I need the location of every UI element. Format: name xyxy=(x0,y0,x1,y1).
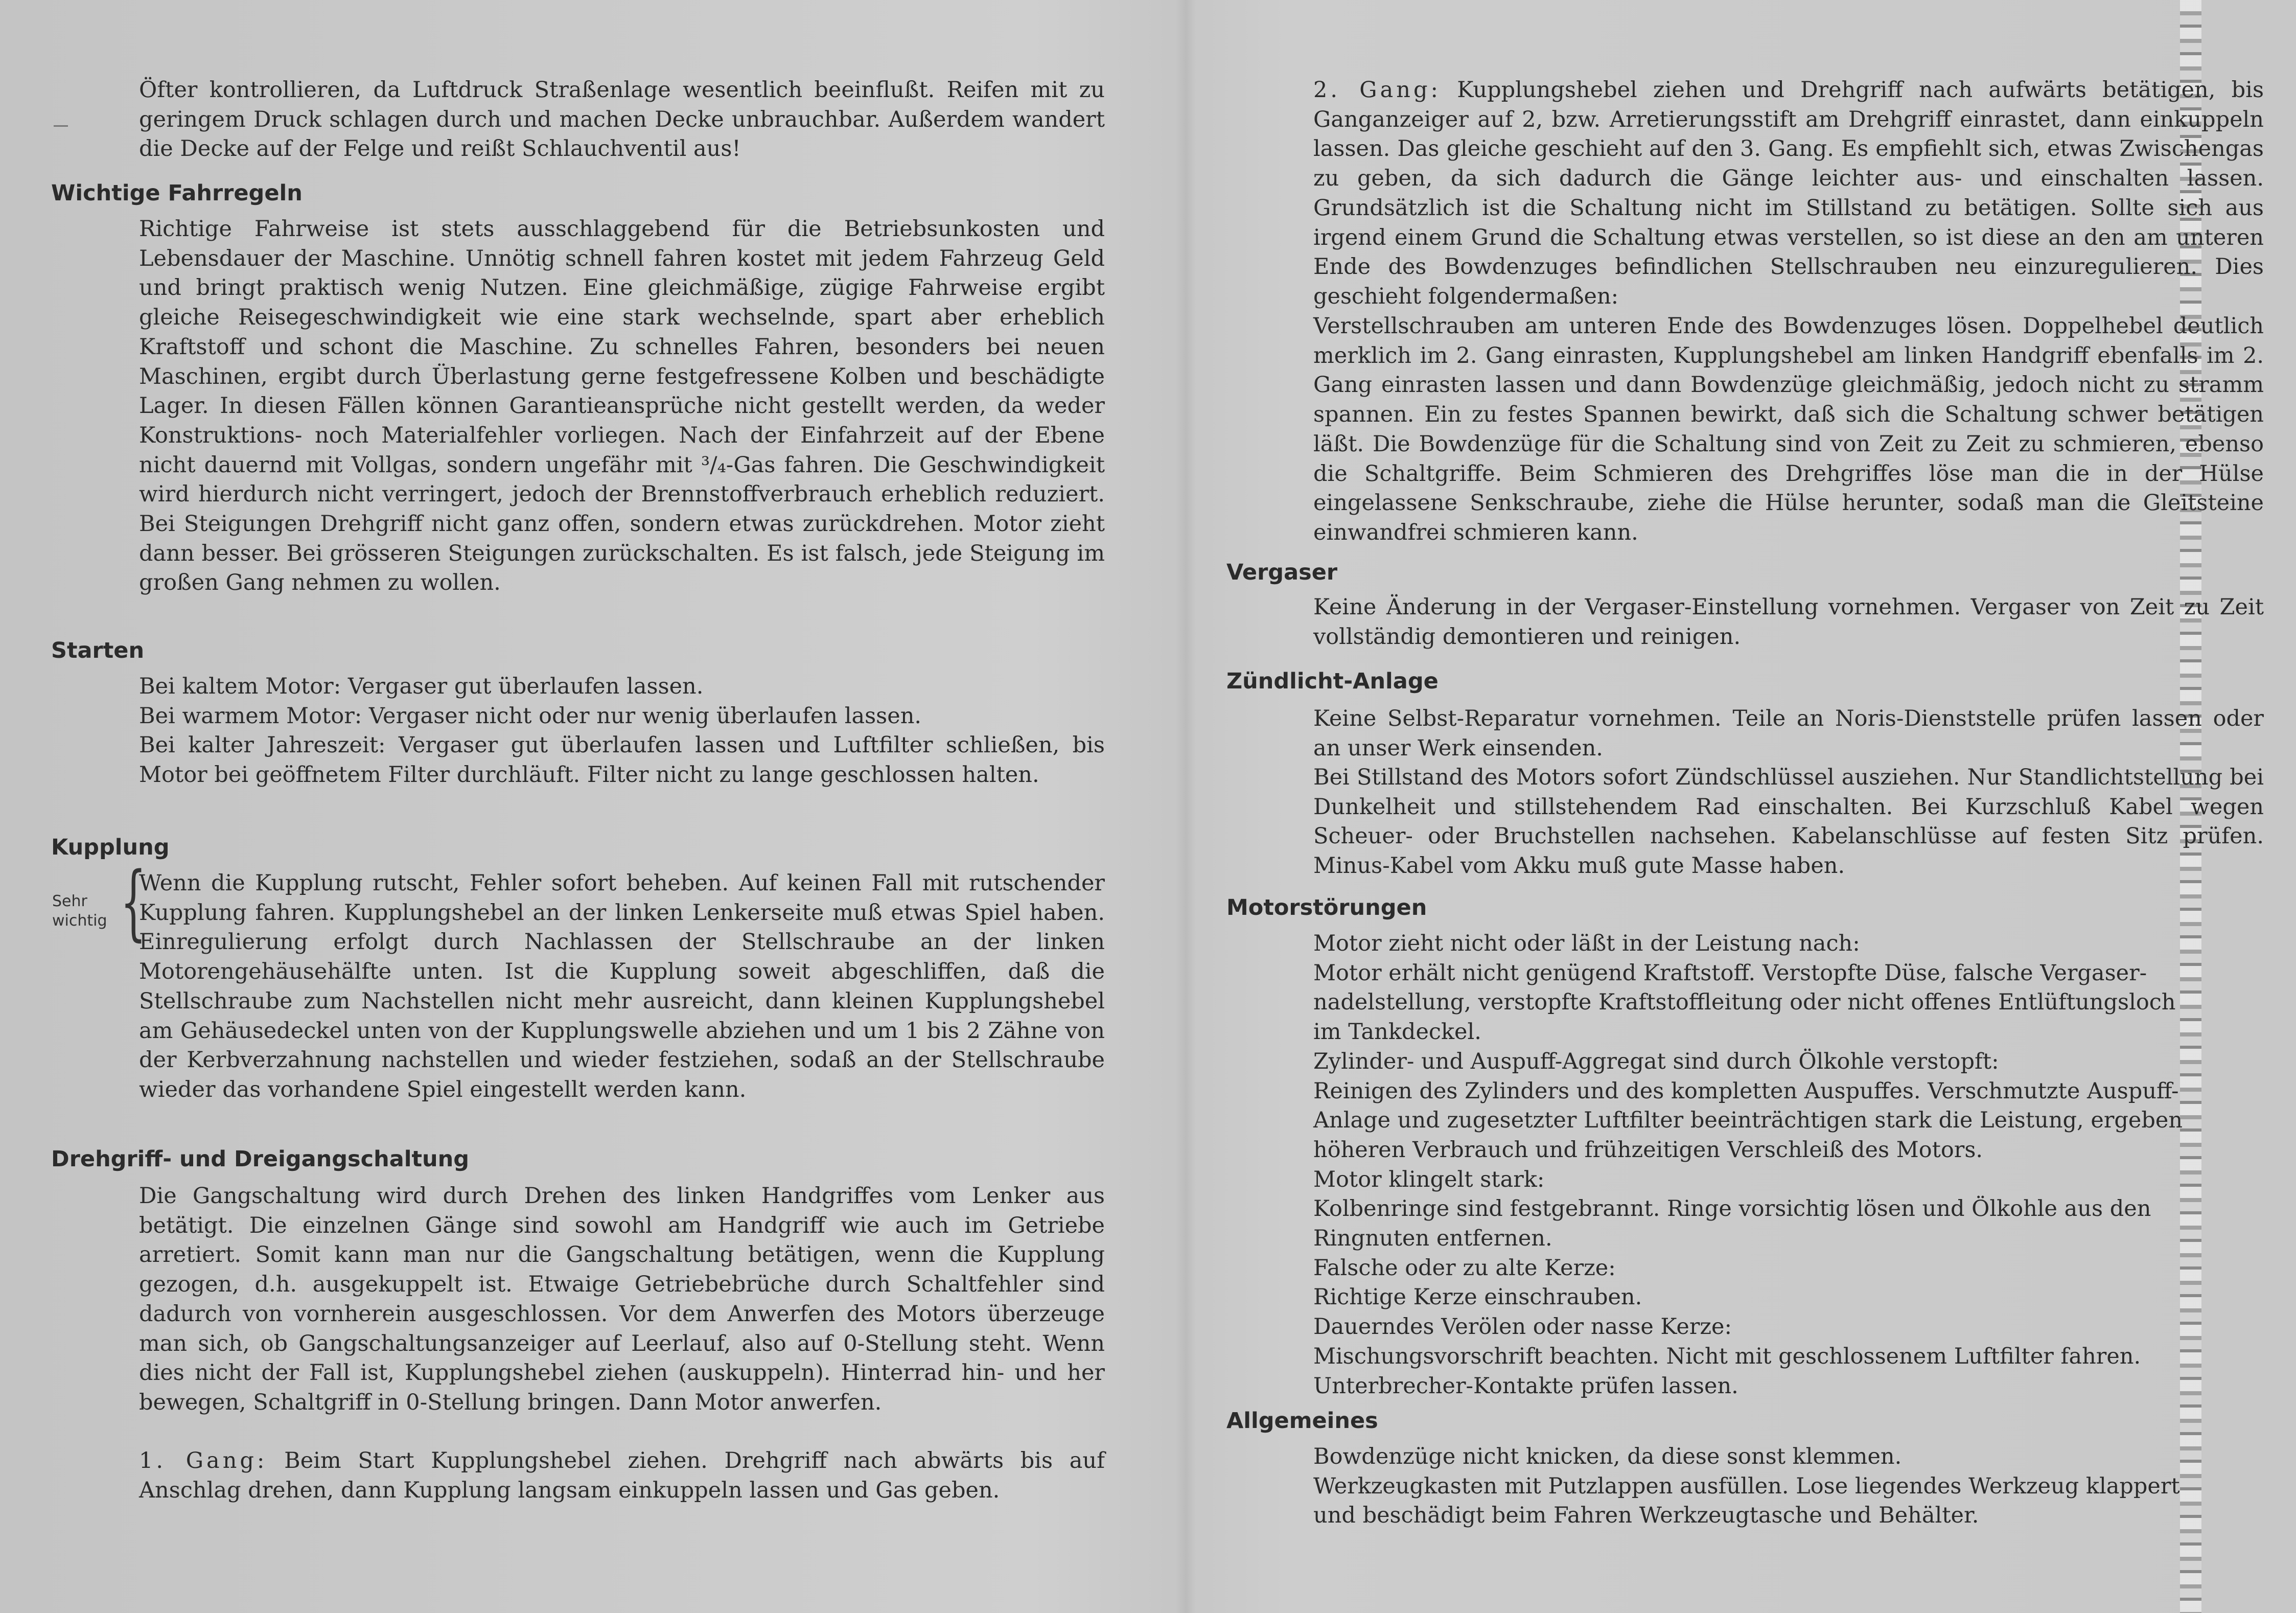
gang1-paragraph xyxy=(139,1446,1105,1505)
starten-paragraph: Bei kalter Jahreszeit: Vergaser gut überlaufen lassen und Luftfilter schließen, bis Motor bei geöffnetem Filter durchläuft. Filter nicht zu lange geschlossen halten. xyxy=(139,732,1105,788)
allgemeines-line: und beschädigt beim Fahren Werkzeugtasche und Behälter. xyxy=(1313,1503,1979,1529)
starten-lines xyxy=(139,672,1105,731)
intro-paragraph: Öfter kontrollieren, da Luftdruck Straßenlage wesentlich beeinflußt. Reifen mit zu geringem Druck schlagen durch und machen Decke unbrauchbar. Außerdem wandert die Decke auf der Felge und reißt Schlauchventil aus! xyxy=(139,77,1105,162)
allgemeines-line: Werkzeugkasten mit Putzlappen ausfüllen. Lose liegendes Werkzeug klappert xyxy=(1313,1473,2180,1499)
gang2-text: Kupplungshebel ziehen und Drehgriff nach aufwärts betätigen, bis Ganganzeiger auf 2, bzw. Arretierungsstift am Drehgriff einrastet, dann einkuppeln lassen. Das gleiche geschieht auf den 3. Gang. Es empfiehlt sich, etwas Zwischengas zu geben, da sich dadurch die Gänge leichter aus- und einschalten lassen. Grundsätzlich ist die Schaltung nicht im Stillstand zu betätigen. Sollte sich aus irgend einem Grund die Schaltung etwas verstellen, so ist diese an den am unteren Ende des Bowdenzuges befindlichen Stellschrauben neu einzuregulieren. Dies geschieht folgendermaßen: xyxy=(1313,77,2264,309)
zuendlicht-paragraph-1: Keine Selbst-Reparatur vornehmen. Teile an Noris-Dienststelle prüfen lassen oder an unser Werk einsenden. xyxy=(1313,706,2264,761)
motorstoerung-line: Dauerndes Verölen oder nasse Kerze: xyxy=(1313,1314,1732,1340)
allgemeines-line: Bowdenzüge nicht knicken, da diese sonst klemmen. xyxy=(1313,1444,1902,1469)
drehgriff-paragraph: Die Gangschaltung wird durch Drehen des linken Handgriffes vom Lenker aus betätigt. Die einzelnen Gänge sind sowohl am Handgriff wie auch im Getriebe arretiert. Somit kann man nur die Gangschaltung betätigen, wenn die Kupplung gezogen, d.h. ausgekuppelt ist. Etwaige Getriebebrüche durch Schaltfehler sind dadurch von vornherein ausgeschlossen. Vor dem Anwerfen des Motors überzeuge man sich, ob Gangschaltungsanzeiger auf Leerlauf, also auf 0-Stellung steht. Wenn dies nicht der Fall ist, Kupplungshebel ziehen (auskuppeln). Hinterrad hin- und her bewegen, Schaltgriff in 0-Stellung bringen. Dann Motor anwerfen. xyxy=(139,1183,1105,1415)
sehr-wichtig-note: Sehr wichtig xyxy=(52,892,107,930)
heading-starten: Starten xyxy=(51,638,145,663)
motorstoerung-line: Motor klingelt stark: xyxy=(1313,1166,1545,1192)
gang1-label: 1. Gang: xyxy=(139,1448,268,1473)
heading-vergaser: Vergaser xyxy=(1226,560,1338,585)
allgemeines-list xyxy=(1313,1442,2264,1531)
gang2-label: 2. Gang: xyxy=(1313,77,1441,103)
motorstoerung-line: Falsche oder zu alte Kerze: xyxy=(1313,1255,1616,1281)
page-fold xyxy=(1175,0,1196,1613)
motorstoerung-line: Motor erhält nicht genügend Kraftstoff. Verstopfte Düse, falsche Vergaser- xyxy=(1313,960,2147,986)
motorstoerung-line: Reinigen des Zylinders und des kompletten Auspuffes. Verschmutzte Auspuff- xyxy=(1313,1078,2179,1104)
motorstoerung-line: Anlage und zugesetzter Luftfilter beeinträchtigen stark die Leistung, ergeben xyxy=(1313,1108,2183,1134)
zuendlicht-paragraph-2: Bei Stillstand des Motors sofort Zündschlüssel ausziehen. Nur Standlichtstellung bei Dunkelheit und stillstehendem Rad einschalten. Bei Kurzschluß Kabel wegen Scheuer- oder Bruchstellen nachsehen. Kabelanschlüsse auf festen Sitz prüfen. Minus-Kabel vom Akku muß gute Masse haben. xyxy=(1313,765,2264,879)
motorstoerung-line: Richtige Kerze einschrauben. xyxy=(1313,1284,1642,1310)
motorstoerung-line: nadelstellung, verstopfte Kraftstoffleitung oder nicht offenes Entlüftungsloch xyxy=(1313,989,2176,1016)
gang2-paragraph xyxy=(1313,76,2264,312)
starten-line: Bei kaltem Motor: Vergaser gut überlaufen lassen. xyxy=(139,674,704,699)
heading-drehgriff-dreigangschaltung: Drehgriff- und Dreigangschaltung xyxy=(51,1146,470,1172)
motorstoerung-line: Ringnuten entfernen. xyxy=(1313,1226,1552,1252)
heading-allgemeines: Allgemeines xyxy=(1226,1408,1378,1434)
heading-motorstoerungen: Motorstörungen xyxy=(1226,895,1427,920)
motorstoerung-line: Unterbrecher-Kontakte prüfen lassen. xyxy=(1313,1373,1738,1399)
heading-wichtige-fahrregeln: Wichtige Fahrregeln xyxy=(51,180,303,206)
starten-line: Bei warmem Motor: Vergaser nicht oder nur wenig überlaufen lassen. xyxy=(139,703,922,729)
heading-kupplung: Kupplung xyxy=(51,835,170,860)
motorstoerung-line: Zylinder- und Auspuff-Aggregat sind durch Ölkohle verstopft: xyxy=(1313,1048,1999,1074)
motorstoerung-line: im Tankdeckel. xyxy=(1313,1019,1481,1045)
motorstoerung-line: Mischungsvorschrift beachten. Nicht mit geschlossenem Luftfilter fahren. xyxy=(1313,1343,2141,1369)
motorstoerung-line: Motor zieht nicht oder läßt in der Leistung nach: xyxy=(1313,931,1860,956)
gang2-paragraph-continued: Verstellschrauben am unteren Ende des Bowdenzuges lösen. Doppelhebel deutlich merklich im 2. Gang einrasten, Kupplungshebel am linken Handgriff ebenfalls im 2. Gang einrasten lassen und dann Bowdenzüge gleichmäßig, jedoch nicht zu stramm spannen. Ein zu festes Spannen bewirkt, daß sich die Schaltung schwer betätigen läßt. Die Bowdenzüge für die Schaltung sind von Zeit zu Zeit zu schmieren, ebenso die Schaltgriffe. Beim Schmieren des Drehgriffes löse man die in der Hülse eingelassene Senkschraube, ziehe die Hülse herunter, sodaß man die Gleitsteine einwandfrei schmieren kann. xyxy=(1313,313,2264,545)
margin-mark xyxy=(54,125,68,127)
motorstoerung-line: höheren Verbrauch und frühzeitigen Verschleiß des Motors. xyxy=(1313,1137,1983,1163)
gang1-text: Beim Start Kupplungshebel ziehen. Drehgriff nach abwärts bis auf Anschlag drehen, dann Kupplung langsam einkuppeln lassen und Gas geben. xyxy=(139,1448,1105,1503)
vergaser-paragraph: Keine Änderung in der Vergaser-Einstellung vornehmen. Vergaser von Zeit zu Zeit vollständig demontieren und reinigen. xyxy=(1313,594,2264,650)
heading-zuendlicht-anlage: Zündlicht-Anlage xyxy=(1226,669,1439,694)
motorstoerungen-list xyxy=(1313,929,2264,1401)
motorstoerung-line: Kolbenringe sind festgebrannt. Ringe vorsichtig lösen und Ölkohle aus den xyxy=(1313,1196,2151,1222)
kupplung-paragraph: Wenn die Kupplung rutscht, Fehler sofort beheben. Auf keinen Fall mit rutschender Kupplung fahren. Kupplungshebel an der linken Lenkerseite muß etwas Spiel haben. Einregulierung erfolgt durch Nachlassen der Stellschraube an der linken Motorengehäusehälfte unten. Ist die Kupplung soweit abgeschliffen, daß die Stellschraube zum Nachstellen nicht mehr ausreicht, dann kleinen Kupplungshebel am Gehäusedeckel unten von der Kupplungswelle abziehen und um 1 bis 2 Zähne von der Kerbverzahnung nachstellen und wieder festziehen, sodaß an der Stellschraube wieder das vorhandene Spiel eingestellt werden kann. xyxy=(139,870,1105,1102)
bracket-brace: { xyxy=(120,854,147,950)
fahrregeln-paragraph: Richtige Fahrweise ist stets ausschlaggebend für die Betriebsunkosten und Lebensdauer der Maschine. Unnötig schnell fahren kostet mit jedem Fahrzeug Geld und bringt praktisch wenig Nutzen. Eine gleichmäßige, zügige Fahrweise ergibt gleiche Reisegeschwindigkeit wie eine stark wechselnde, spart aber erheblich Kraftstoff und schont die Maschine. Zu schnelles Fahren, besonders bei neuen Maschinen, ergibt durch Überlastung gerne festgefressene Kolben und beschädigte Lager. In diesen Fällen können Garantieansprüche nicht gestellt werden, da weder Konstruktions- noch Materialfehler vorliegen. Nach der Einfahrzeit auf der Ebene nicht dauernd mit Vollgas, sondern ungefähr mit ³/₄-Gas fahren. Die Geschwindigkeit wird hierdurch nicht verringert, jedoch der Brennstoffverbrauch erheblich reduziert. Bei Steigungen Drehgriff nicht ganz offen, sondern etwas zurückdrehen. Motor zieht dann besser. Bei grösseren Steigungen zurückschalten. Es ist falsch, jede Steigung im großen Gang nehmen zu wollen. xyxy=(139,216,1105,596)
